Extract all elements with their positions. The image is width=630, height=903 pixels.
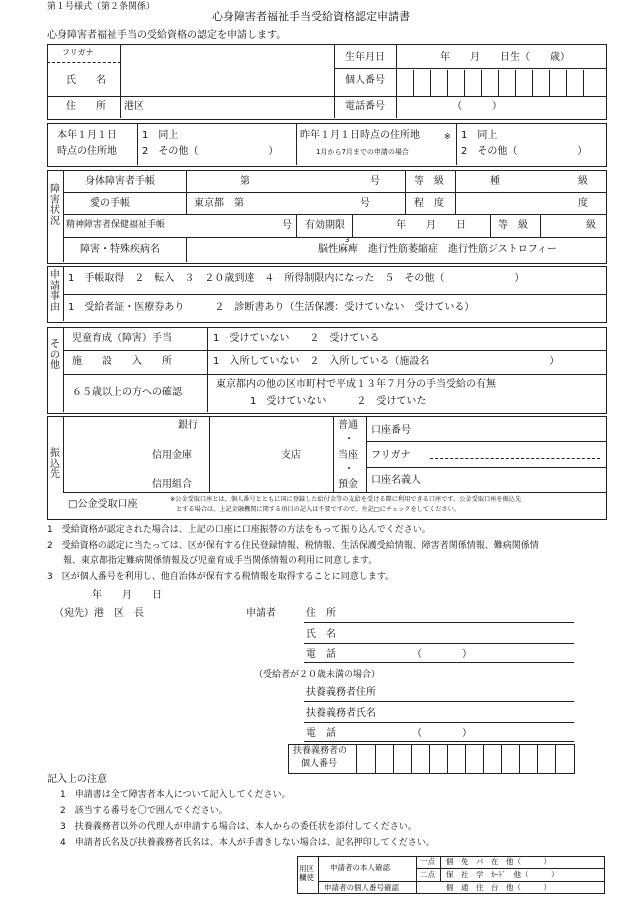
name-label: 氏 名: [66, 75, 106, 86]
account-furigana-label: フリガナ: [371, 450, 411, 461]
deposit-yokin: 預金: [338, 479, 358, 490]
account-number-label: 口座番号: [371, 425, 411, 436]
shintai-dai: 第: [240, 176, 250, 187]
office-id-check-label: 申請者の本人確認: [330, 863, 390, 872]
ai-label: 愛の手帳: [90, 198, 130, 209]
prev-option-1[interactable]: 1 同上: [461, 130, 498, 141]
deposit-dot: ・: [344, 464, 354, 475]
disability-side-label: 障害状況: [50, 184, 60, 227]
deposit-futsu[interactable]: 普通: [338, 420, 358, 431]
office-mynumber-options[interactable]: 個 通 住 台 他（ ）: [446, 883, 551, 892]
reason-side-label: 申請事由: [50, 270, 60, 313]
seishin-date[interactable]: 年 月 日: [396, 220, 466, 231]
sign-address-label: 住 所: [306, 608, 336, 619]
bank-side-label: 振込先: [50, 448, 60, 480]
office-one-point: 一点: [420, 857, 435, 866]
seishin-grade[interactable]: 級: [586, 220, 596, 231]
application-date[interactable]: 年 月 日: [92, 590, 162, 601]
seishin-go: 号: [282, 220, 292, 231]
shintai-grade-label: 等 級: [414, 176, 444, 187]
child-label: 児童育成（障害）手当: [72, 333, 172, 344]
instruction-4: 4 申請者氏名及び扶養義務者氏名は、本人が手書きしない場合は、記名押印してください。: [60, 838, 435, 848]
sign-name-label: 氏 名: [306, 629, 336, 640]
phone-label: 電話番号: [345, 101, 385, 112]
over65-question: 東京都内の他の区市町村で平成１３年７月分の手当受給の有無: [216, 379, 496, 390]
shintai-type[interactable]: 種: [490, 176, 500, 187]
seishin-label: 精神障害者保健福祉手帳: [66, 220, 166, 230]
office-use-side: 用区 欄使: [299, 864, 314, 883]
reason-line-1[interactable]: 1 手帳取得 ２ 転入 ３ ２０歳到達 ４ 所得制限内になった ５ その他（ ）: [68, 273, 525, 284]
child-value[interactable]: 1 受けていない ２ 受けている: [213, 333, 380, 344]
addressee: （宛先）港 区 長: [54, 608, 144, 619]
office-one-point-options[interactable]: 個 免 パ 在 他（ ）: [446, 857, 551, 866]
ai-go: 号: [360, 198, 370, 209]
instructions-heading: 記入上の注意: [47, 774, 107, 785]
sign-phone-label: 電 話: [306, 649, 336, 660]
over65-label: ６５歳以上の方への確認: [72, 387, 182, 398]
instruction-2: 2 該当する番号を〇で囲んでください。: [60, 806, 228, 816]
disease-value[interactable]: 脳性麻痺 進行性筋萎縮症 進行性筋ジストロフィー: [318, 244, 557, 255]
jan1-option-1[interactable]: 1 同上: [142, 130, 179, 141]
reason-line-2[interactable]: 1 受給者証・医療券あり ２ 診断書あり（生活保護：受けていない 受けている）: [68, 302, 475, 313]
facility-label: 施 設 入 所: [72, 356, 172, 367]
ai-value[interactable]: 東京都 第: [194, 198, 244, 209]
address-label: 住 所: [66, 101, 106, 112]
instruction-3: 3 扶養義務者以外の代理人が申請する場合は、本人からの委任状を添付してください。: [60, 822, 417, 832]
birth-label: 生年月日: [345, 52, 385, 63]
note-1: 1 受給資格が認定された場合は、上記の口座に口座振替の方法をもって振り込んでください。: [47, 525, 431, 535]
form-lead: 心身障害者福祉手当の受給資格の認定を申請します。: [47, 30, 287, 41]
guardian-address-label: 扶養義務者住所: [306, 687, 376, 698]
guardian-phone-label: 電 話: [306, 728, 336, 739]
ai-degree-label: 程 度: [414, 198, 444, 209]
mynumber-input[interactable]: [396, 70, 606, 96]
facility-value[interactable]: 1 入所していない ２ 入所している（施設名 ）: [213, 356, 560, 367]
guardian-name-label: 扶養義務者氏名: [306, 708, 376, 719]
shintai-grade[interactable]: 級: [578, 176, 588, 187]
office-two-point-options[interactable]: 保 社 学 ｶｰﾄﾞ 他（ ）: [446, 870, 559, 879]
over65-options[interactable]: 1 受けていない ２ 受けていた: [250, 396, 427, 407]
bank-type-bank[interactable]: 銀行: [178, 420, 198, 431]
account-holder-label: 口座名義人: [371, 475, 421, 486]
minor-note: （受給者が２０歳未満の場合）: [254, 670, 381, 680]
applicant-label: 申請者: [246, 608, 276, 619]
jan1-label-2: 時点の住所地: [57, 146, 117, 157]
prev-note: 1月から7月までの申請の場合: [316, 148, 409, 156]
furigana-label: フリガナ: [62, 48, 94, 57]
disease-label: 障害・特殊疾病名: [80, 244, 160, 255]
note-2a: 2 受給資格の認定に当たっては、区が保有する住民登録情報、税情報、生活保護受給情報、障害者関係情報、難病関係情: [47, 541, 539, 551]
jan1-label: 本年１月１日: [57, 130, 117, 141]
branch-label: 支店: [281, 450, 301, 461]
public-account-checkbox[interactable]: □公金受取口座: [68, 499, 138, 510]
prev-mark: ※: [444, 132, 451, 141]
office-two-point: 二点: [420, 870, 435, 879]
shintai-label: 身体障害者手帳: [85, 176, 155, 187]
seishin-grade-label: 等 級: [498, 220, 528, 231]
public-account-note-2: とする場合は、上記金融機関に関する項目の記入は不要ですので、左記□にチェックをしてください。: [176, 506, 460, 513]
guardian-phone-value[interactable]: （ ）: [412, 728, 472, 739]
address-value[interactable]: 港区: [124, 101, 144, 112]
mynumber-label: 個人番号: [345, 75, 385, 86]
birth-value[interactable]: 年 月 日生（ 歳）: [440, 52, 570, 63]
form-number: 第１号様式（第２条関係）: [47, 2, 156, 12]
public-account-note-1: ※公金受取口座とは、個人番号とともに国に登録した給付金等の支給を受ける際に利用できる口座です。公金受取口座を振込先: [170, 496, 522, 503]
deposit-dot: ・: [344, 434, 354, 445]
note-2b: 報、東京都指定難病関係情報及び児童育成手当関係情報の利用に同意します。: [63, 556, 378, 566]
prev-option-2[interactable]: 2 その他（ ）: [461, 146, 588, 157]
instruction-1: 1 申請書は全て障害者本人について記入してください。: [60, 790, 291, 800]
phone-value[interactable]: （ ）: [452, 101, 502, 112]
ai-degree[interactable]: 度: [578, 198, 588, 209]
prev-label: 昨年１月１日時点の住所地: [300, 130, 420, 141]
note-3: 3 区が個人番号を利用し、他自治体が保有する税情報を取得することに同意します。: [47, 572, 395, 582]
sign-phone-value[interactable]: （ ）: [412, 649, 472, 660]
form-title: 心身障害者福祉手当受給資格認定申請書: [212, 10, 410, 23]
bank-type-kumiai[interactable]: 信用組合: [152, 479, 192, 490]
disease-superscript: 3: [345, 236, 350, 244]
deposit-toza[interactable]: 当座: [338, 450, 358, 461]
guardian-mynumber-label: 扶養義務者の: [293, 746, 348, 756]
jan1-option-2[interactable]: 2 その他（ ）: [142, 146, 279, 157]
seishin-validity: 有効期限: [305, 220, 345, 231]
guardian-mynumber-label-2: 個人番号: [301, 759, 338, 769]
other-side-label: その他: [50, 339, 60, 371]
bank-type-shinkin[interactable]: 信用金庫: [152, 450, 192, 461]
shintai-go: 号: [370, 176, 380, 187]
office-mynumber-check-label: 申請者の個人番号確認: [324, 883, 399, 892]
